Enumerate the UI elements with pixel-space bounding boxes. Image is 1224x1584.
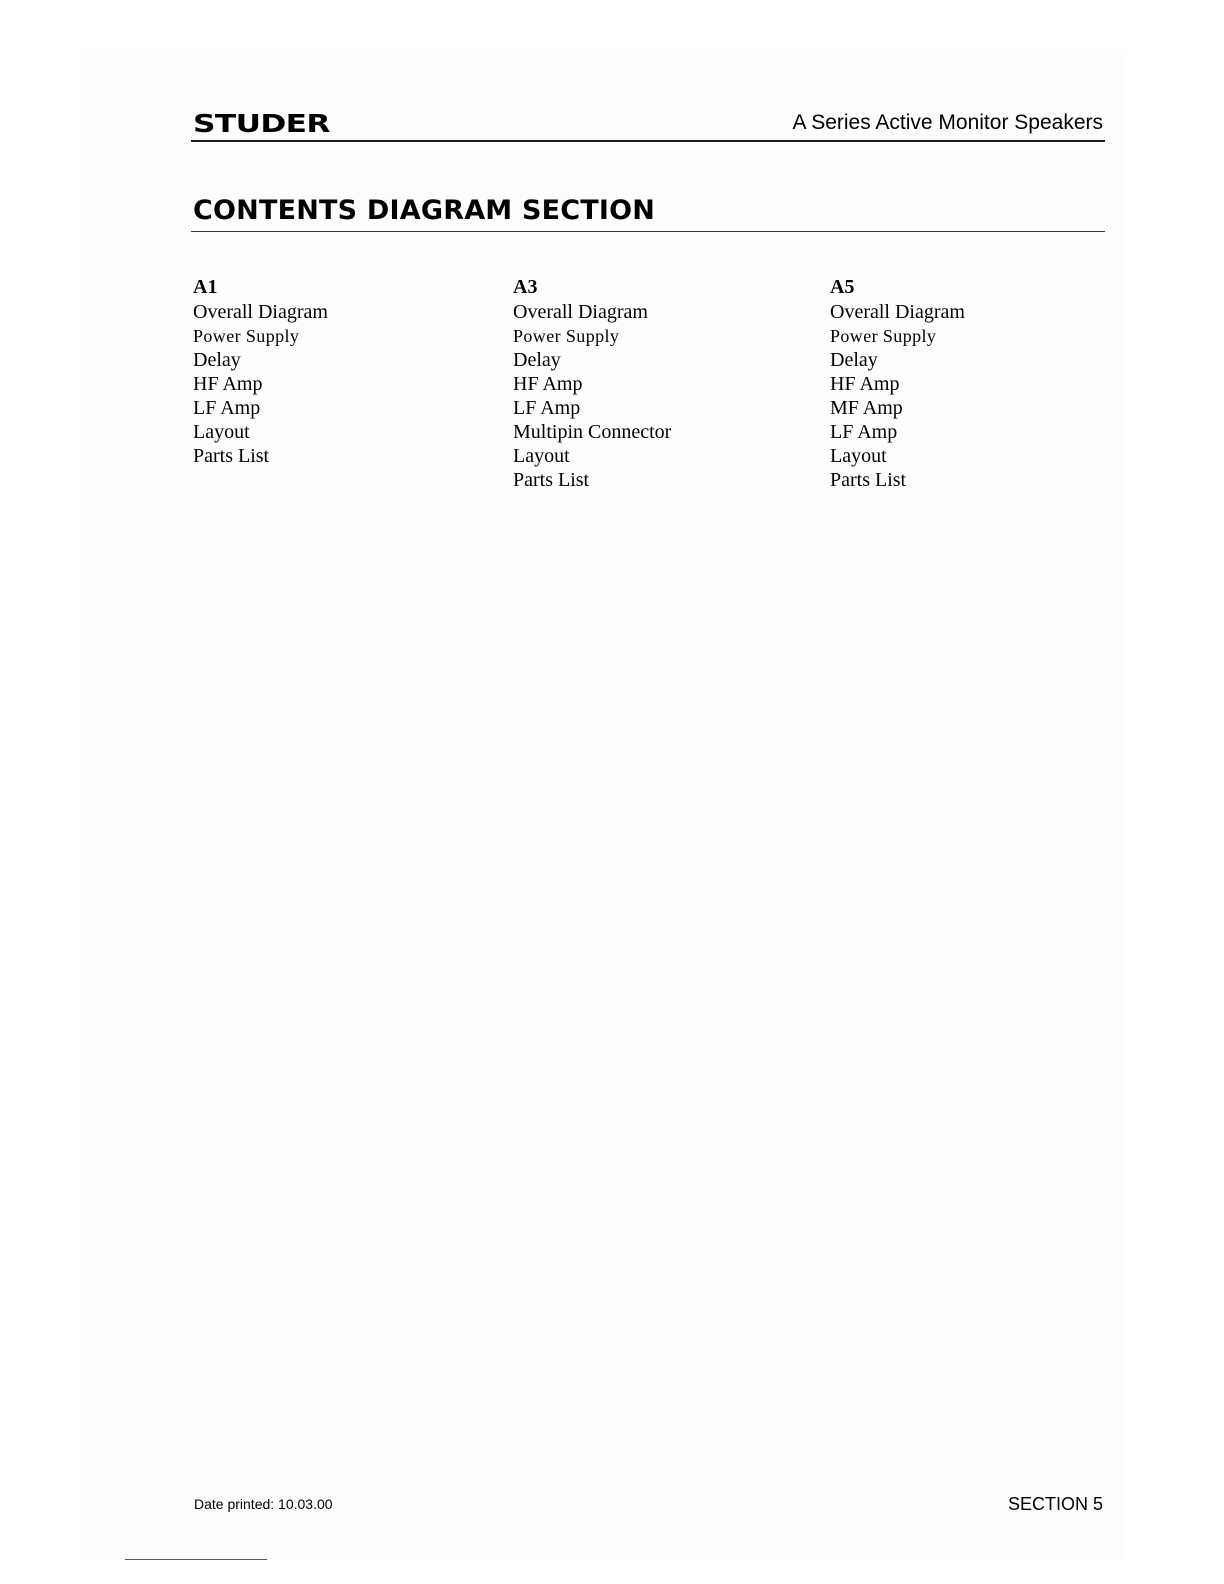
list-item: Delay xyxy=(830,349,878,371)
list-item: LF Amp xyxy=(193,397,261,419)
list-item: Parts List xyxy=(513,469,590,491)
list-item: LF Amp xyxy=(830,421,898,443)
list-item: Layout xyxy=(830,445,887,467)
studer-logo: STUDER xyxy=(193,109,330,138)
list-item: HF Amp xyxy=(513,373,583,395)
list-item: LF Amp xyxy=(513,397,581,419)
column-heading: A5 xyxy=(830,276,855,298)
list-item: Overall Diagram xyxy=(830,301,965,323)
column-heading: A3 xyxy=(513,276,538,298)
list-item: HF Amp xyxy=(193,373,263,395)
list-item: Layout xyxy=(193,421,250,443)
footer-date-printed: Date printed: 10.03.00 xyxy=(194,1496,333,1512)
contents-column-a1 xyxy=(193,275,328,468)
contents-column-a3 xyxy=(513,275,671,492)
list-item: Multipin Connector xyxy=(513,421,672,443)
section-title: CONTENTS DIAGRAM SECTION xyxy=(193,195,656,226)
list-item: Power Supply xyxy=(513,326,620,346)
list-item: Delay xyxy=(193,349,241,371)
list-item: MF Amp xyxy=(830,397,903,419)
list-item: HF Amp xyxy=(830,373,900,395)
list-item: Overall Diagram xyxy=(193,301,328,323)
list-item: Power Supply xyxy=(193,326,300,346)
contents-column-a5 xyxy=(830,275,965,492)
list-item: Layout xyxy=(513,445,570,467)
title-divider xyxy=(191,231,1105,232)
list-item: Parts List xyxy=(830,469,907,491)
column-heading: A1 xyxy=(193,276,218,298)
list-item: Overall Diagram xyxy=(513,301,648,323)
header-title: A Series Active Monitor Speakers xyxy=(792,111,1103,134)
page-header xyxy=(191,108,1105,142)
list-item: Parts List xyxy=(193,445,270,467)
list-item: Delay xyxy=(513,349,561,371)
footer-section-label: SECTION 5 xyxy=(1007,1494,1103,1514)
bottom-link-underline xyxy=(125,1559,267,1560)
list-item: Power Supply xyxy=(830,326,937,346)
